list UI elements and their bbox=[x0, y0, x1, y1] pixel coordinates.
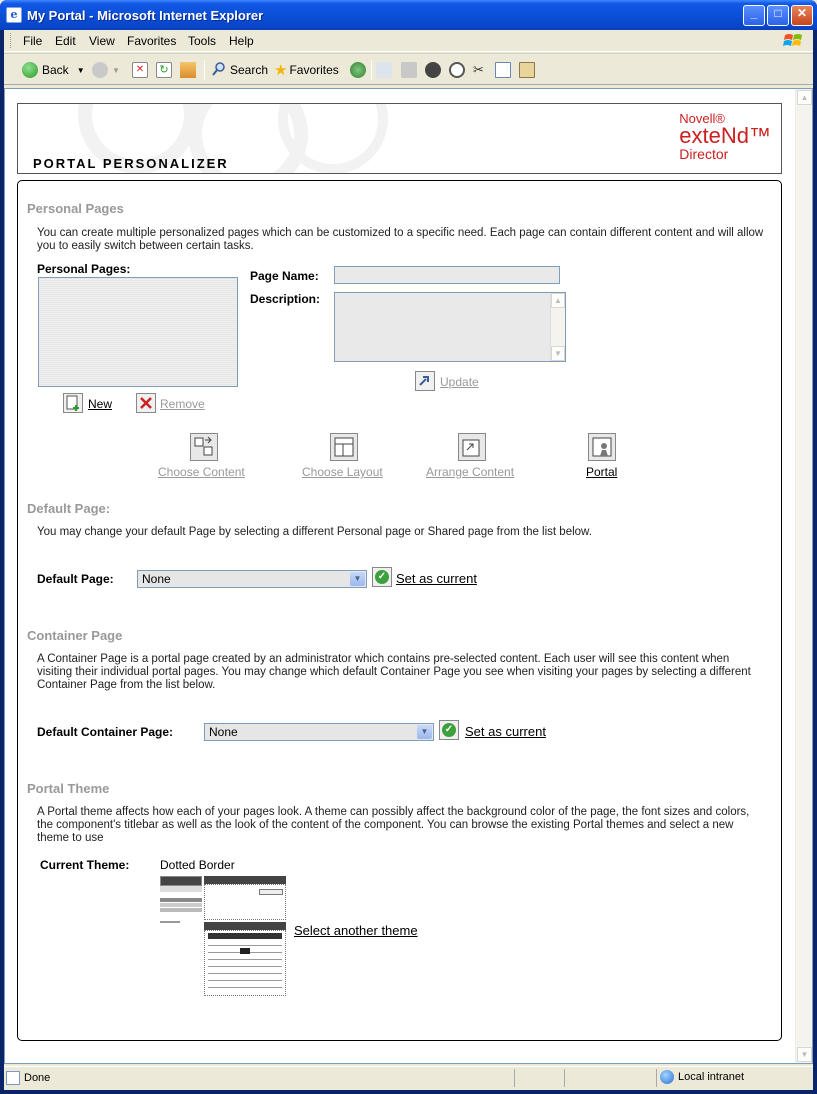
windows-logo-icon bbox=[781, 31, 807, 51]
search-button[interactable] bbox=[211, 60, 268, 80]
home-icon bbox=[180, 62, 196, 78]
menu-view[interactable]: View bbox=[89, 34, 115, 48]
paste-button[interactable] bbox=[519, 60, 539, 80]
copy-button[interactable] bbox=[495, 60, 515, 80]
search-label: Search bbox=[230, 63, 269, 77]
mail-button[interactable] bbox=[376, 60, 396, 80]
status-text: Done bbox=[24, 1072, 51, 1084]
standard-toolbar bbox=[4, 53, 813, 85]
current-theme-label: Current Theme: bbox=[40, 858, 130, 872]
status-separator bbox=[514, 1069, 515, 1087]
print-button[interactable] bbox=[401, 60, 421, 80]
page-done-icon bbox=[6, 1071, 20, 1085]
copy-icon bbox=[495, 62, 511, 78]
menu-tools[interactable]: Tools bbox=[188, 34, 217, 48]
arrange-content-icon[interactable] bbox=[458, 433, 486, 461]
page-name-input[interactable] bbox=[334, 266, 560, 284]
arrange-content-link[interactable]: Arrange Content bbox=[426, 465, 515, 479]
portal-banner bbox=[17, 103, 782, 174]
maximize-button[interactable]: □ bbox=[767, 5, 789, 26]
personal-pages-description: You can create multiple personalized pages which can be customized to a specific need. Each page can contain different content and will allow you to easily switch between certain tasks. bbox=[37, 227, 764, 252]
zone-label: Local intranet bbox=[678, 1071, 745, 1083]
default-page-set-current-link[interactable]: Set as current bbox=[396, 571, 477, 586]
container-page-heading: Container Page bbox=[27, 628, 123, 643]
chevron-down-icon[interactable]: ▼ bbox=[417, 725, 432, 739]
personal-pages-listbox[interactable] bbox=[38, 277, 238, 387]
status-bar bbox=[4, 1066, 813, 1088]
security-zone bbox=[660, 1070, 744, 1084]
edit-icon bbox=[425, 62, 441, 78]
update-icon[interactable] bbox=[415, 371, 435, 391]
page-viewport bbox=[4, 88, 813, 1064]
title-bar[interactable] bbox=[0, 0, 817, 30]
menu-grip bbox=[10, 33, 13, 48]
novell-extend-logo bbox=[679, 112, 771, 161]
default-container-page-label: Default Container Page: bbox=[37, 725, 174, 739]
back-button[interactable] bbox=[22, 60, 85, 80]
cut-icon: ✂ bbox=[473, 62, 484, 77]
paste-icon bbox=[519, 62, 535, 78]
theme-preview-thumbnail[interactable] bbox=[160, 876, 286, 996]
container-page-selected: None bbox=[209, 725, 238, 739]
portal-theme-heading: Portal Theme bbox=[27, 781, 110, 796]
close-button[interactable]: ✕ bbox=[791, 5, 813, 26]
scroll-down-icon[interactable]: ▼ bbox=[551, 346, 565, 361]
set-current-icon[interactable]: ✓ bbox=[439, 720, 459, 740]
remove-page-icon[interactable] bbox=[136, 393, 156, 413]
choose-content-link[interactable]: Choose Content bbox=[158, 465, 245, 479]
remove-page-link[interactable]: Remove bbox=[160, 397, 205, 411]
back-arrow-icon bbox=[22, 62, 38, 78]
mail-icon bbox=[376, 62, 392, 78]
cut-button[interactable] bbox=[473, 60, 484, 80]
print-icon bbox=[401, 62, 417, 78]
default-page-label: Default Page: bbox=[37, 572, 114, 586]
refresh-icon: ↻ bbox=[156, 62, 172, 78]
status-separator bbox=[656, 1069, 657, 1087]
choose-layout-icon[interactable] bbox=[330, 433, 358, 461]
intranet-globe-icon bbox=[660, 1070, 674, 1084]
history-icon bbox=[350, 62, 366, 78]
default-page-select[interactable] bbox=[137, 570, 367, 588]
new-page-link[interactable]: New bbox=[88, 397, 113, 411]
default-page-selected: None bbox=[142, 572, 171, 586]
container-page-description: A Container Page is a portal page created by an administrator which contains pre-selected content. Each user will see this content when visiting their individual portal pages. You may change which default Container Page you see when visiting your pages by selecting a different Container Page from the list below. bbox=[37, 653, 751, 691]
current-theme-value: Dotted Border bbox=[160, 858, 235, 872]
stop-button[interactable] bbox=[132, 60, 152, 80]
scroll-up-icon[interactable]: ▲ bbox=[551, 293, 565, 308]
discuss-button[interactable] bbox=[449, 60, 469, 80]
portal-link[interactable]: Portal bbox=[586, 465, 618, 479]
edit-button[interactable] bbox=[425, 60, 445, 80]
back-dropdown-icon[interactable]: ▼ bbox=[76, 65, 85, 75]
status-separator bbox=[564, 1069, 565, 1087]
star-icon: ★ bbox=[274, 62, 288, 79]
page-name-label: Page Name: bbox=[250, 269, 319, 283]
portal-icon[interactable] bbox=[588, 433, 616, 461]
discuss-icon bbox=[449, 62, 465, 78]
menu-favorites[interactable]: Favorites bbox=[127, 34, 177, 48]
forward-arrow-icon bbox=[92, 62, 108, 78]
default-page-heading: Default Page: bbox=[27, 501, 111, 516]
choose-layout-link[interactable]: Choose Layout bbox=[302, 465, 383, 479]
back-label: Back bbox=[42, 63, 69, 77]
page-title: PORTAL PERSONALIZER bbox=[33, 156, 229, 171]
home-button[interactable] bbox=[180, 60, 200, 80]
history-button[interactable] bbox=[350, 60, 370, 80]
brand-novell: Novell® bbox=[679, 111, 725, 126]
scroll-up-icon[interactable]: ▲ bbox=[797, 90, 812, 105]
refresh-button[interactable] bbox=[156, 60, 176, 80]
ie-icon: e bbox=[6, 7, 22, 23]
update-link[interactable]: Update bbox=[440, 375, 479, 389]
minimize-button[interactable]: _ bbox=[743, 5, 765, 26]
search-icon bbox=[211, 61, 227, 80]
toolbar-separator bbox=[371, 60, 372, 80]
select-another-theme-link[interactable]: Select another theme bbox=[294, 923, 418, 938]
menu-help[interactable]: Help bbox=[229, 34, 254, 48]
portal-theme-description: A Portal theme affects how each of your pages look. A theme can possibly affect the background color of the page, the font sizes and colors, the component's titlebar as well as the look of the content of the component. You can browse the existing Portal themes and select a new theme to use bbox=[37, 806, 750, 844]
set-current-icon[interactable]: ✓ bbox=[372, 567, 392, 587]
description-textarea[interactable] bbox=[334, 292, 566, 362]
description-scrollbar[interactable] bbox=[550, 293, 565, 361]
personal-pages-heading: Personal Pages bbox=[27, 201, 124, 216]
menu-bar bbox=[4, 30, 813, 52]
window-title: My Portal - Microsoft Internet Explorer bbox=[27, 8, 264, 23]
chevron-down-icon[interactable]: ▼ bbox=[350, 572, 365, 586]
favorites-button[interactable] bbox=[274, 60, 339, 80]
brand-director: Director bbox=[679, 146, 729, 162]
container-page-set-current-link[interactable]: Set as current bbox=[465, 724, 546, 739]
portal-page bbox=[5, 89, 796, 1063]
personal-pages-list-label: Personal Pages: bbox=[37, 262, 131, 276]
personalizer-panel bbox=[17, 180, 782, 1041]
page-scrollbar[interactable] bbox=[795, 89, 812, 1063]
forward-dropdown-icon[interactable]: ▼ bbox=[112, 65, 120, 75]
default-page-description: You may change your default Page by selecting a different Personal page or Shared page from the list below. bbox=[37, 526, 592, 538]
menu-edit[interactable]: Edit bbox=[55, 34, 76, 48]
favorites-label: Favorites bbox=[289, 63, 339, 77]
choose-content-icon[interactable] bbox=[190, 433, 218, 461]
menu-file[interactable]: File bbox=[23, 34, 43, 48]
description-label: Description: bbox=[250, 292, 321, 306]
scroll-down-icon[interactable]: ▼ bbox=[797, 1047, 812, 1062]
browser-frame bbox=[4, 30, 813, 1090]
toolbar-separator bbox=[204, 60, 205, 80]
default-container-page-select[interactable] bbox=[204, 723, 434, 741]
brand-extend: exteNd™ bbox=[679, 123, 771, 148]
new-page-icon[interactable] bbox=[63, 393, 83, 413]
stop-icon: ✕ bbox=[132, 62, 148, 78]
forward-button[interactable] bbox=[92, 60, 120, 80]
